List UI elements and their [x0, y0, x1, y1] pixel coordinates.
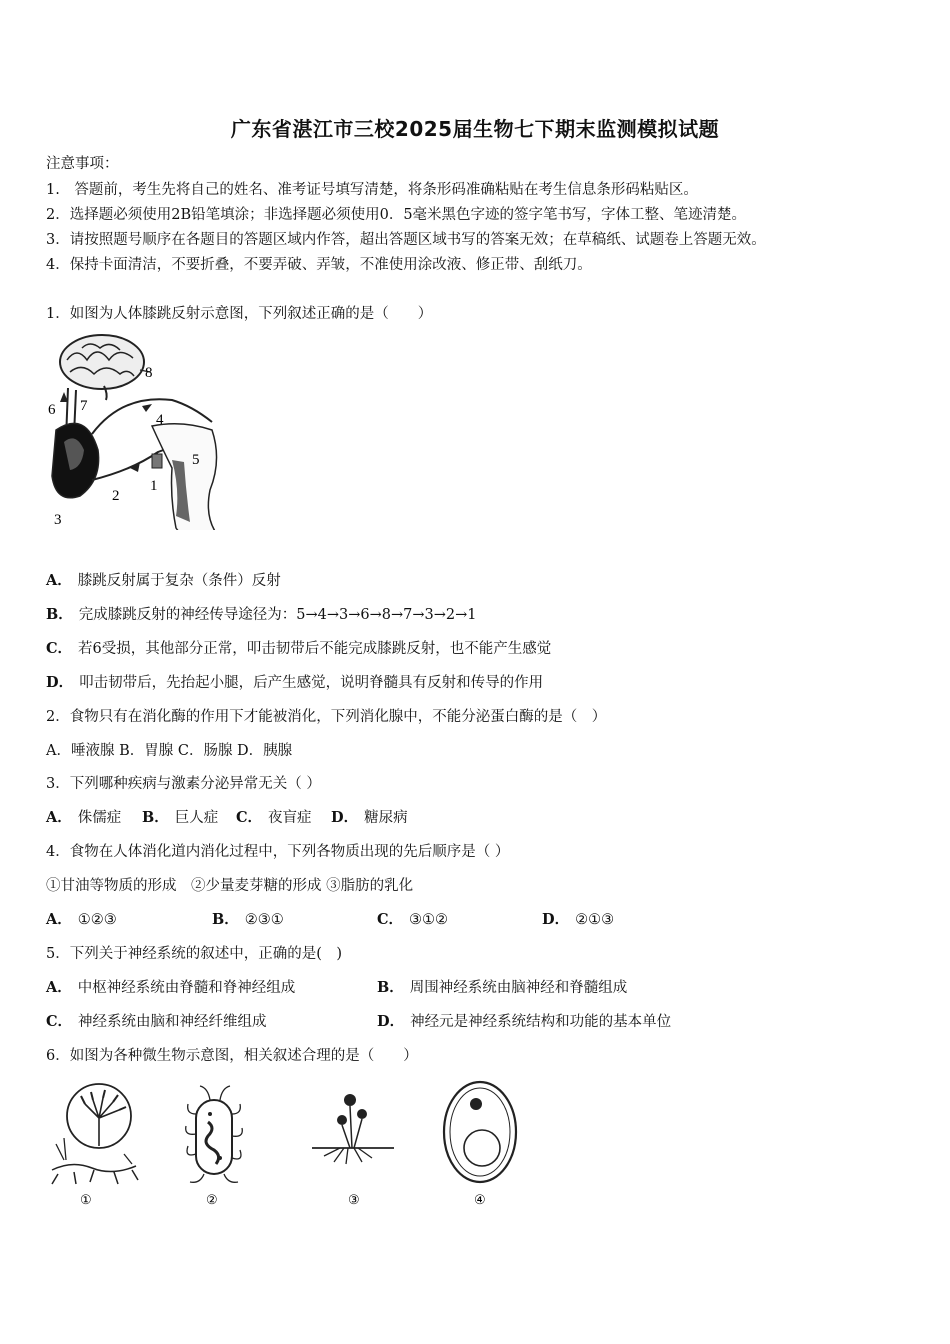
q3-option-c: C． 夜盲症: [236, 809, 312, 826]
label-5: 5: [192, 452, 200, 468]
q4-stem: 4．食物在人体消化道内消化过程中，下列各物质出现的先后顺序是（ ）: [46, 844, 510, 860]
note-item-3: 3．请按照题号顺序在各题目的答题区域内作答，超出答题区域书写的答案无效；在草稿纸、试题卷上答题无效。: [46, 232, 766, 248]
q3-option-d: D． 糖尿病: [331, 809, 408, 826]
q5-option-b: B． 周围神经系统由脑神经和脊髓组成: [377, 979, 628, 996]
q4-option-b: B． ②③①: [212, 911, 284, 928]
note-item-1: 1. 答题前，考生先将自己的姓名、准考证号填写清楚，将条形码准确粘贴在考生信息条形码粘贴区。: [46, 182, 698, 198]
q4-sub: ①甘油等物质的形成 ②少量麦芽糖的形成 ③脂肪的乳化: [46, 878, 414, 894]
q3-option-b: B． 巨人症: [142, 809, 219, 826]
label-4: 4: [156, 412, 164, 428]
notes-heading: 注意事项：: [46, 156, 119, 172]
yeast-drawing: [444, 1082, 516, 1207]
q4-option-a: A． ①②③: [46, 911, 117, 928]
q5-option-d: D． 神经元是神经系统结构和功能的基本单位: [377, 1013, 672, 1030]
note-item-2: 2．选择题必须使用2B铅笔填涂；非选择题必须使用0．5毫米黑色字迹的签字笔书写，字体工整、笔迹清楚。: [46, 207, 747, 223]
microorganisms-figure: [44, 1074, 534, 1214]
q1-option-a: A． 膝跳反射属于复杂（条件）反射: [46, 572, 281, 589]
q1-option-b: B． 完成膝跳反射的神经传导途径为：5→4→3→6→8→7→3→2→1: [46, 606, 477, 623]
penicillium-drawing: [52, 1084, 138, 1207]
q6-stem: 6．如图为各种微生物示意图，相关叙述合理的是（ ）: [46, 1048, 418, 1064]
q1-option-d: D． 叩击韧带后，先抬起小腿，后产生感觉，说明脊髓具有反射和传导的作用: [46, 674, 544, 691]
q4-option-c: C． ③①②: [377, 911, 449, 928]
knee-jerk-reflex-figure: [42, 330, 232, 530]
brain-shape: [60, 335, 144, 389]
q5-option-c: C． 神经系统由脑和神经纤维组成: [46, 1013, 267, 1030]
q3-option-a: A． 侏儒症: [46, 809, 122, 826]
label-1: 1: [150, 478, 158, 494]
label-8: 8: [145, 365, 153, 381]
q5-option-a: A． 中枢神经系统由脊髓和脊神经组成: [46, 979, 296, 996]
rhizopus-drawing: [312, 1094, 394, 1207]
label-circ-1: ①: [80, 1192, 92, 1207]
page-title: 广东省湛江市三校2025届生物七下期末监测模拟试题: [230, 117, 720, 141]
label-2: 2: [112, 488, 120, 504]
q3-stem: 3．下列哪种疾病与激素分泌异常无关（ ）: [46, 776, 321, 792]
label-3: 3: [54, 512, 62, 528]
q1-stem: 1．如图为人体膝跳反射示意图，下列叙述正确的是（ ）: [46, 306, 433, 322]
label-circ-3: ③: [348, 1192, 360, 1207]
q5-stem: 5．下列关于神经系统的叙述中，正确的是( ): [46, 946, 343, 962]
q1-option-c: C． 若6受损，其他部分正常，叩击韧带后不能完成膝跳反射，也不能产生感觉: [46, 640, 552, 657]
q2-options: A．唾液腺 B．胃腺 C．肠腺 D．胰腺: [46, 743, 293, 759]
note-item-4: 4．保持卡面清洁，不要折叠，不要弄破、弄皱，不准使用涂改液、修正带、刮纸刀。: [46, 257, 592, 273]
q2-stem: 2．食物只有在消化酶的作用下才能被消化，下列消化腺中，不能分泌蛋白酶的是（ ）: [46, 709, 607, 725]
label-7: 7: [80, 398, 88, 414]
label-6: 6: [48, 402, 56, 418]
q4-option-d: D． ②①③: [542, 911, 615, 928]
label-circ-4: ④: [474, 1192, 486, 1207]
label-circ-2: ②: [206, 1192, 218, 1207]
bacterium-drawing: [186, 1086, 243, 1207]
